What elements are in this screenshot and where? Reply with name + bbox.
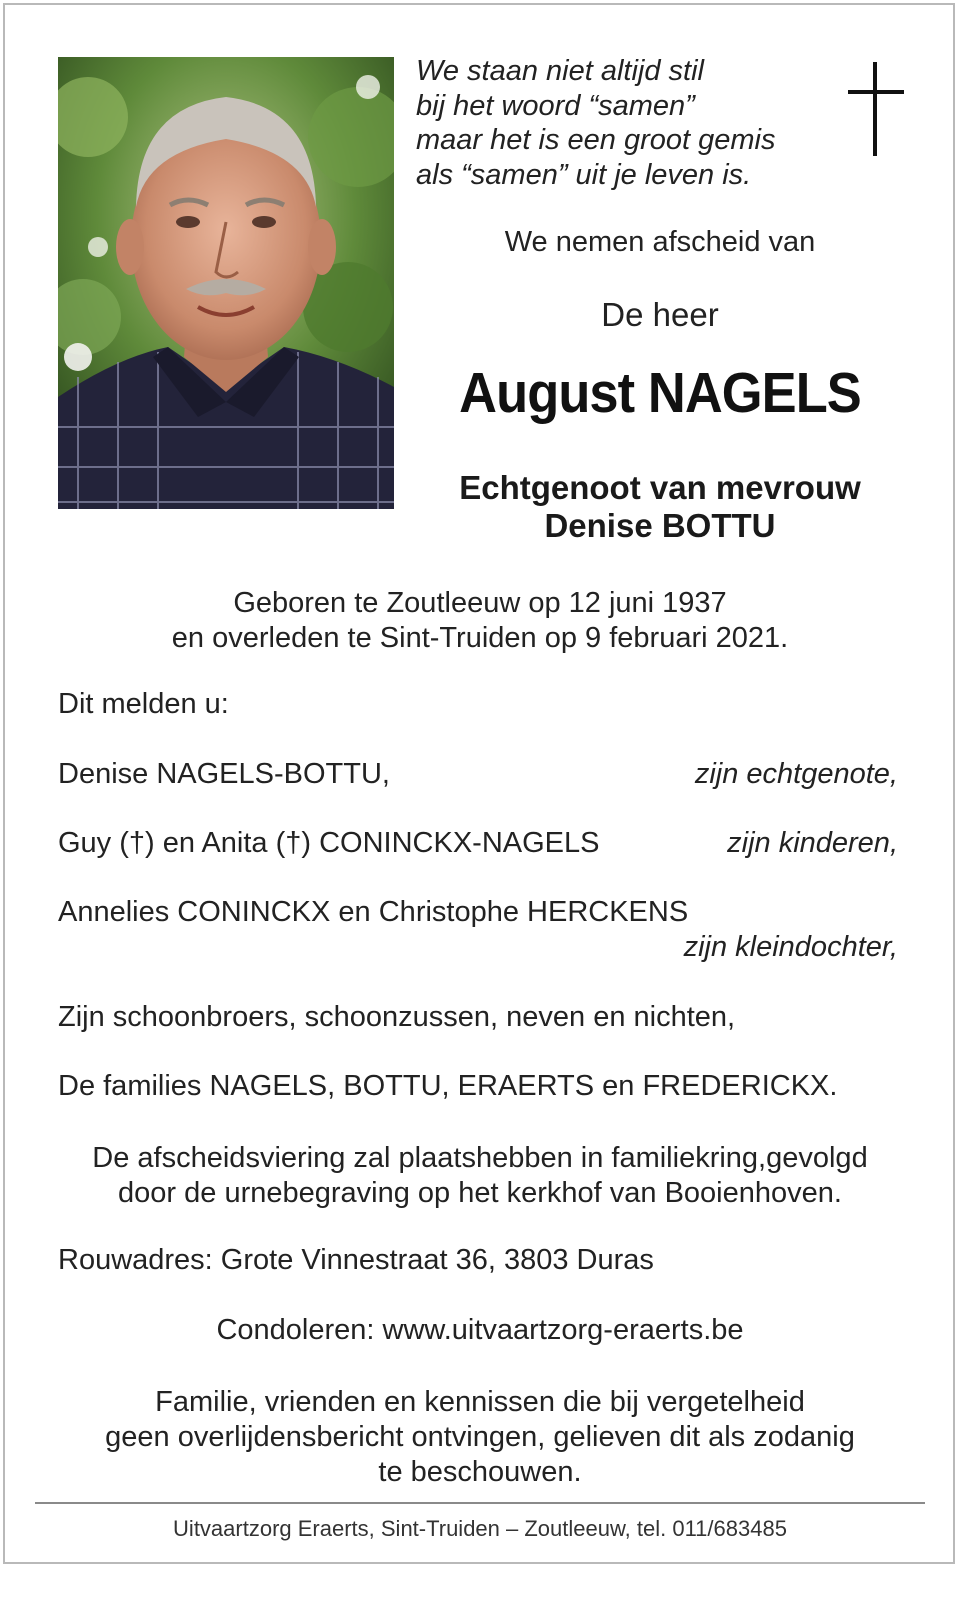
deceased-name: August NAGELS: [459, 361, 861, 425]
ceremony-line: door de urnebegraving op het kerkhof van Booienhoven.: [118, 1177, 842, 1209]
notice: [40, 1385, 920, 1490]
spouse-info: [400, 469, 920, 545]
birth-death-dates: [40, 586, 920, 656]
notice-line: te beschouwen.: [378, 1456, 582, 1488]
poem-line: We staan niet altijd stil: [416, 55, 704, 87]
relative-names: Annelies CONINCKX en Christophe HERCKENS: [58, 896, 689, 928]
families: De families NAGELS, BOTTU, ERAERTS en FREDERICKX.: [58, 1070, 838, 1102]
portrait-photo: [58, 57, 394, 509]
relative-names: Denise NAGELS-BOTTU,: [58, 758, 390, 790]
funeral-home-footer: Uitvaartzorg Eraerts, Sint-Truiden – Zoutleeuw, tel. 011/683485: [173, 1516, 787, 1541]
ceremony-info: [40, 1141, 920, 1211]
relative-relation: zijn kleindochter,: [683, 931, 898, 963]
poem-line: bij het woord “samen”: [416, 89, 695, 122]
poem: [416, 54, 836, 192]
notice-line: Familie, vrienden en kennissen die bij vergetelheid: [155, 1386, 805, 1418]
birth-line: Geboren te Zoutleeuw op 12 juni 1937: [233, 587, 727, 619]
relative-relation: zijn echtgenote,: [694, 758, 898, 790]
latin-cross-icon: [848, 62, 904, 156]
poem-line: als “samen” uit je leven is.: [416, 158, 752, 191]
relative-names: Guy (†) en Anita (†) CONINCKX-NAGELS: [58, 827, 600, 859]
mourning-address: Rouwadres: Grote Vinnestraat 36, 3803 Duras: [58, 1244, 654, 1276]
announced-by: Dit melden u:: [58, 688, 229, 720]
footer-divider: [35, 1502, 925, 1504]
death-line: en overleden te Sint-Truiden op 9 februari 2021.: [171, 622, 789, 654]
spouse-line: Echtgenoot van mevrouw: [459, 469, 861, 506]
poem-line: maar het is een groot gemis: [416, 124, 776, 156]
notice-line: geen overlijdensbericht ontvingen, gelieven dit als zodanig: [105, 1421, 855, 1453]
honorific-title: De heer: [601, 296, 719, 333]
spouse-name: Denise BOTTU: [544, 507, 776, 544]
ceremony-line: De afscheidsviering zal plaatshebben in familiekring,gevolgd: [92, 1142, 868, 1174]
extended-family: Zijn schoonbroers, schoonzussen, neven en nichten,: [58, 1001, 736, 1033]
condolences-link[interactable]: Condoleren: www.uitvaartzorg-eraerts.be: [216, 1314, 744, 1346]
farewell-intro: We nemen afscheid van: [504, 226, 816, 258]
relative-relation: zijn kinderen,: [727, 827, 898, 859]
